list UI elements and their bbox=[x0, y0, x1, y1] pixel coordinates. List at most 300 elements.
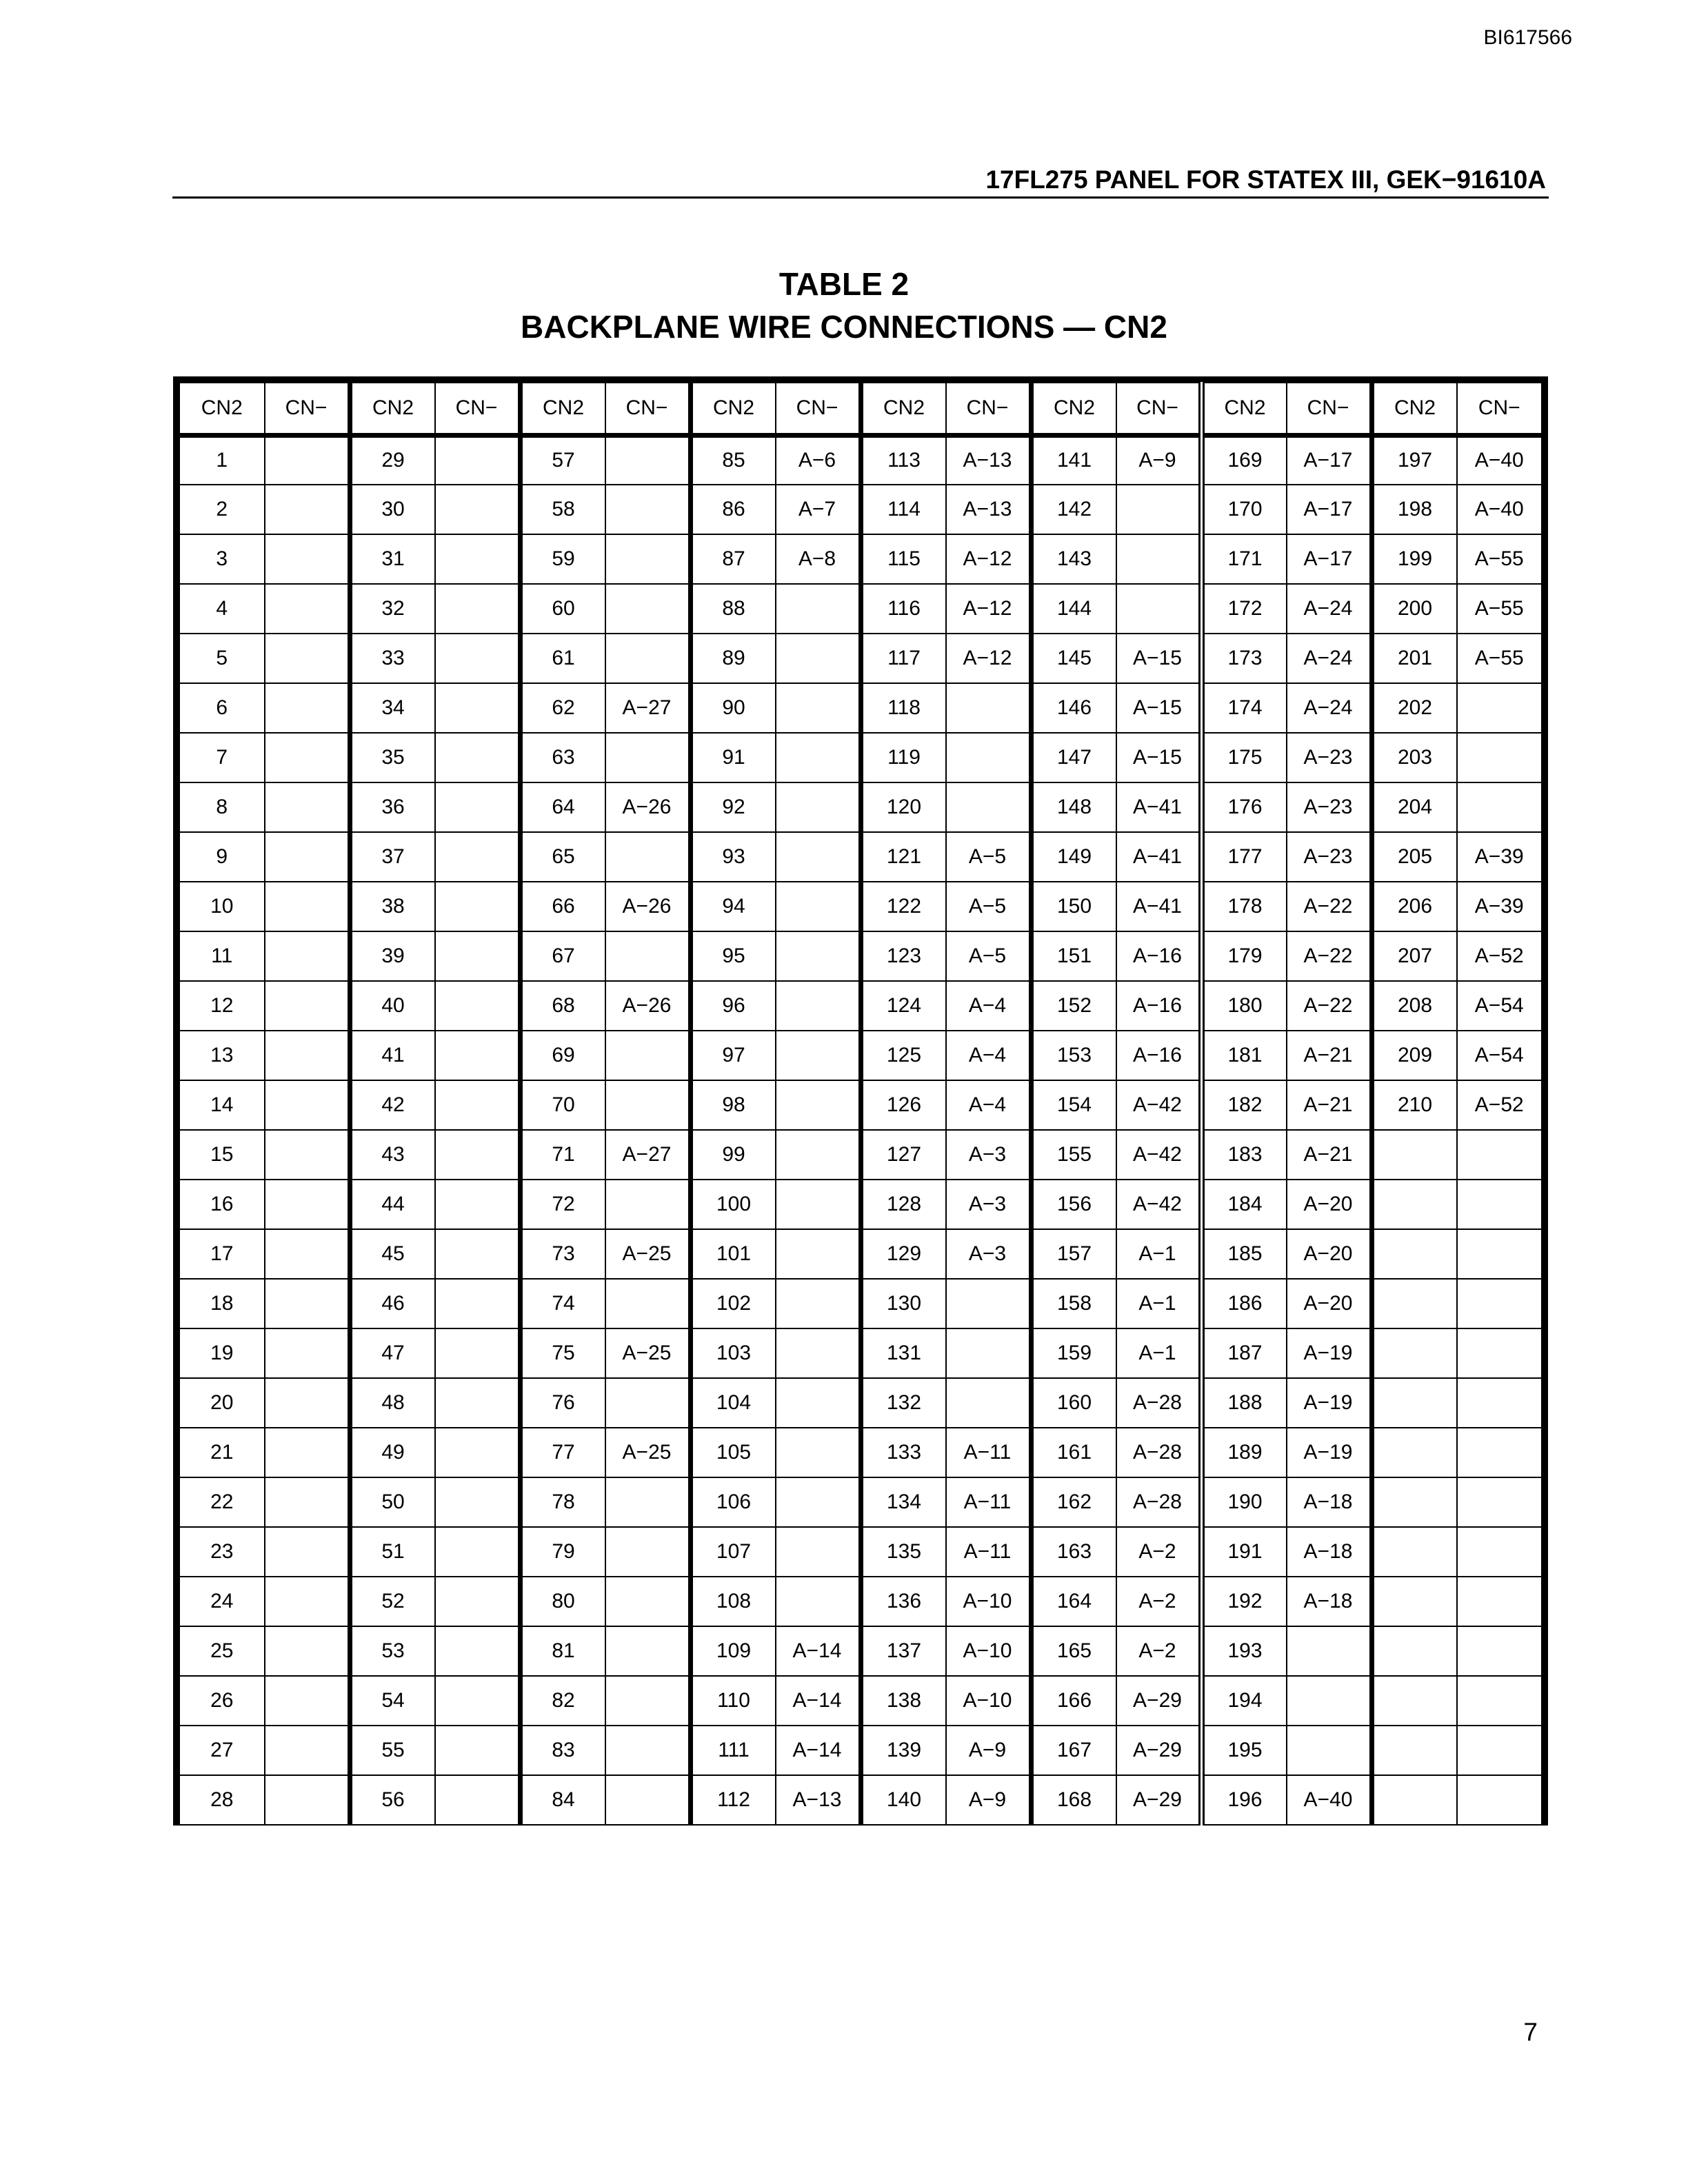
connector-cell bbox=[776, 782, 861, 832]
cn2-pin-cell: 33 bbox=[350, 634, 435, 683]
connector-cell: A−28 bbox=[1116, 1428, 1202, 1477]
cn2-pin-cell: 51 bbox=[350, 1527, 435, 1577]
cn2-pin-cell: 48 bbox=[350, 1378, 435, 1428]
table-row bbox=[179, 1676, 1542, 1726]
connector-cell bbox=[435, 683, 521, 733]
cn2-pin-cell: 160 bbox=[1031, 1378, 1116, 1428]
cn2-pin-cell: 67 bbox=[520, 931, 605, 981]
connector-cell bbox=[1457, 1130, 1543, 1180]
connector-cell: A−3 bbox=[946, 1130, 1032, 1180]
cn2-pin-cell: 133 bbox=[861, 1428, 946, 1477]
table-row bbox=[179, 1229, 1542, 1279]
cn2-pin-cell: 95 bbox=[690, 931, 776, 981]
connector-cell bbox=[776, 1577, 861, 1626]
cn2-pin-cell: 168 bbox=[1031, 1775, 1116, 1825]
connector-cell: A−28 bbox=[1116, 1378, 1202, 1428]
connector-cell: A−4 bbox=[946, 981, 1032, 1031]
cn2-pin-cell: 167 bbox=[1031, 1726, 1116, 1775]
connector-cell bbox=[265, 1527, 350, 1577]
cn2-pin-cell: 106 bbox=[690, 1477, 776, 1527]
cn2-pin-cell: 180 bbox=[1201, 981, 1287, 1031]
connector-cell bbox=[265, 534, 350, 584]
connector-cell: A−42 bbox=[1116, 1080, 1202, 1130]
connector-cell bbox=[605, 1378, 691, 1428]
connector-cell bbox=[265, 1378, 350, 1428]
cn2-pin-cell: 138 bbox=[861, 1676, 946, 1726]
table-row bbox=[179, 1328, 1542, 1378]
cn2-pin-cell: 210 bbox=[1372, 1080, 1457, 1130]
cn2-pin-cell bbox=[1372, 1775, 1457, 1825]
cn2-pin-cell: 69 bbox=[520, 1031, 605, 1080]
cn2-pin-cell: 186 bbox=[1201, 1279, 1287, 1328]
connector-cell: A−29 bbox=[1116, 1676, 1202, 1726]
connector-cell: A−23 bbox=[1287, 832, 1372, 882]
cn2-pin-cell: 136 bbox=[861, 1577, 946, 1626]
connector-cell bbox=[1457, 1726, 1543, 1775]
cn2-pin-cell: 134 bbox=[861, 1477, 946, 1527]
table-body bbox=[179, 435, 1542, 1825]
connector-cell bbox=[776, 1428, 861, 1477]
cn2-pin-cell: 112 bbox=[690, 1775, 776, 1825]
cn2-pin-cell: 21 bbox=[179, 1428, 265, 1477]
cn2-pin-cell: 73 bbox=[520, 1229, 605, 1279]
cn2-pin-cell: 34 bbox=[350, 683, 435, 733]
connector-cell bbox=[265, 1577, 350, 1626]
connector-cell bbox=[1457, 1229, 1543, 1279]
connector-cell: A−54 bbox=[1457, 981, 1543, 1031]
connector-cell: A−15 bbox=[1116, 733, 1202, 782]
table-row bbox=[179, 1180, 1542, 1229]
connector-cell bbox=[435, 1577, 521, 1626]
cn2-pin-cell: 94 bbox=[690, 882, 776, 931]
connector-cell: A−9 bbox=[1116, 435, 1202, 485]
cn2-pin-cell: 169 bbox=[1201, 435, 1287, 485]
connector-cell bbox=[605, 1477, 691, 1527]
connector-cell bbox=[776, 1180, 861, 1229]
connector-cell: A−15 bbox=[1116, 634, 1202, 683]
column-header: CN2 bbox=[690, 383, 776, 435]
connector-cell: A−15 bbox=[1116, 683, 1202, 733]
connector-cell bbox=[1457, 1378, 1543, 1428]
cn2-pin-cell: 39 bbox=[350, 931, 435, 981]
connector-cell: A−13 bbox=[776, 1775, 861, 1825]
cn2-pin-cell: 79 bbox=[520, 1527, 605, 1577]
connector-cell: A−17 bbox=[1287, 534, 1372, 584]
table-row bbox=[179, 1279, 1542, 1328]
connector-cell: A−2 bbox=[1116, 1626, 1202, 1676]
column-header: CN2 bbox=[179, 383, 265, 435]
column-header: CN2 bbox=[1372, 383, 1457, 435]
cn2-pin-cell: 153 bbox=[1031, 1031, 1116, 1080]
cn2-pin-cell: 61 bbox=[520, 634, 605, 683]
cn2-pin-cell: 58 bbox=[520, 485, 605, 534]
cn2-pin-cell: 19 bbox=[179, 1328, 265, 1378]
cn2-pin-cell: 155 bbox=[1031, 1130, 1116, 1180]
cn2-pin-cell: 121 bbox=[861, 832, 946, 882]
connector-cell bbox=[605, 1031, 691, 1080]
connector-cell bbox=[605, 1279, 691, 1328]
cn2-pin-cell: 54 bbox=[350, 1676, 435, 1726]
cn2-pin-cell: 137 bbox=[861, 1626, 946, 1676]
cn2-pin-cell: 22 bbox=[179, 1477, 265, 1527]
cn2-pin-cell: 203 bbox=[1372, 733, 1457, 782]
cn2-pin-cell: 91 bbox=[690, 733, 776, 782]
table-row bbox=[179, 534, 1542, 584]
connector-cell bbox=[946, 733, 1032, 782]
connector-cell: A−16 bbox=[1116, 1031, 1202, 1080]
connector-cell bbox=[435, 1229, 521, 1279]
cn2-pin-cell: 119 bbox=[861, 733, 946, 782]
connector-cell: A−55 bbox=[1457, 584, 1543, 634]
cn2-pin-cell: 152 bbox=[1031, 981, 1116, 1031]
table-row bbox=[179, 1080, 1542, 1130]
cn2-pin-cell: 208 bbox=[1372, 981, 1457, 1031]
connector-cell: A−18 bbox=[1287, 1577, 1372, 1626]
cn2-pin-cell: 89 bbox=[690, 634, 776, 683]
cn2-pin-cell: 60 bbox=[520, 584, 605, 634]
table-row bbox=[179, 1378, 1542, 1428]
cn2-pin-cell: 147 bbox=[1031, 733, 1116, 782]
cn2-pin-cell: 56 bbox=[350, 1775, 435, 1825]
cn2-pin-cell: 114 bbox=[861, 485, 946, 534]
cn2-pin-cell: 182 bbox=[1201, 1080, 1287, 1130]
table-row bbox=[179, 1726, 1542, 1775]
column-header: CN2 bbox=[520, 383, 605, 435]
connector-cell bbox=[605, 435, 691, 485]
cn2-pin-cell: 82 bbox=[520, 1676, 605, 1726]
cn2-pin-cell: 15 bbox=[179, 1130, 265, 1180]
cn2-pin-cell: 99 bbox=[690, 1130, 776, 1180]
cn2-pin-cell: 166 bbox=[1031, 1676, 1116, 1726]
cn2-pin-cell: 59 bbox=[520, 534, 605, 584]
connector-cell bbox=[776, 981, 861, 1031]
cn2-pin-cell: 179 bbox=[1201, 931, 1287, 981]
table-row bbox=[179, 882, 1542, 931]
cn2-pin-cell: 163 bbox=[1031, 1527, 1116, 1577]
column-header: CN− bbox=[1116, 383, 1202, 435]
cn2-pin-cell: 5 bbox=[179, 634, 265, 683]
connector-cell bbox=[265, 1031, 350, 1080]
table-row bbox=[179, 1130, 1542, 1180]
column-header: CN2 bbox=[1031, 383, 1116, 435]
connector-cell: A−7 bbox=[776, 485, 861, 534]
cn2-pin-cell: 77 bbox=[520, 1428, 605, 1477]
cn2-pin-cell: 132 bbox=[861, 1378, 946, 1428]
column-header: CN2 bbox=[350, 383, 435, 435]
cn2-pin-cell: 26 bbox=[179, 1676, 265, 1726]
cn2-pin-cell: 20 bbox=[179, 1378, 265, 1428]
connector-cell bbox=[776, 1527, 861, 1577]
cn2-pin-cell: 143 bbox=[1031, 534, 1116, 584]
connector-cell bbox=[435, 435, 521, 485]
connector-cell bbox=[605, 1775, 691, 1825]
cn2-pin-cell: 140 bbox=[861, 1775, 946, 1825]
cn2-pin-cell: 126 bbox=[861, 1080, 946, 1130]
column-header: CN− bbox=[265, 383, 350, 435]
cn2-pin-cell: 111 bbox=[690, 1726, 776, 1775]
connector-cell: A−22 bbox=[1287, 882, 1372, 931]
cn2-pin-cell: 105 bbox=[690, 1428, 776, 1477]
cn2-pin-cell bbox=[1372, 1279, 1457, 1328]
connector-cell bbox=[265, 683, 350, 733]
connector-cell: A−14 bbox=[776, 1726, 861, 1775]
cn2-pin-cell: 3 bbox=[179, 534, 265, 584]
cn2-pin-cell bbox=[1372, 1577, 1457, 1626]
connector-cell: A−20 bbox=[1287, 1180, 1372, 1229]
cn2-pin-cell: 115 bbox=[861, 534, 946, 584]
connector-cell: A−27 bbox=[605, 1130, 691, 1180]
cn2-pin-cell: 107 bbox=[690, 1527, 776, 1577]
connector-cell: A−54 bbox=[1457, 1031, 1543, 1080]
column-header: CN− bbox=[1287, 383, 1372, 435]
cn2-pin-cell: 45 bbox=[350, 1229, 435, 1279]
connector-cell bbox=[265, 1180, 350, 1229]
cn2-pin-cell: 209 bbox=[1372, 1031, 1457, 1080]
connector-cell bbox=[605, 733, 691, 782]
cn2-pin-cell: 149 bbox=[1031, 832, 1116, 882]
connector-cell bbox=[1457, 1477, 1543, 1527]
cn2-pin-cell: 162 bbox=[1031, 1477, 1116, 1527]
connector-cell bbox=[435, 1328, 521, 1378]
connector-cell bbox=[1457, 782, 1543, 832]
connector-cell: A−4 bbox=[946, 1031, 1032, 1080]
connector-cell bbox=[435, 1477, 521, 1527]
cn2-pin-cell: 192 bbox=[1201, 1577, 1287, 1626]
connector-cell: A−24 bbox=[1287, 634, 1372, 683]
connector-cell: A−39 bbox=[1457, 882, 1543, 931]
connector-cell: A−13 bbox=[946, 485, 1032, 534]
cn2-pin-cell: 156 bbox=[1031, 1180, 1116, 1229]
cn2-pin-cell: 1 bbox=[179, 435, 265, 485]
cn2-pin-cell: 46 bbox=[350, 1279, 435, 1328]
connector-cell bbox=[946, 782, 1032, 832]
cn2-pin-cell: 142 bbox=[1031, 485, 1116, 534]
connector-cell: A−2 bbox=[1116, 1527, 1202, 1577]
cn2-pin-cell: 50 bbox=[350, 1477, 435, 1527]
cn2-pin-cell: 193 bbox=[1201, 1626, 1287, 1676]
cn2-pin-cell: 122 bbox=[861, 882, 946, 931]
column-header: CN− bbox=[435, 383, 521, 435]
connector-cell: A−25 bbox=[605, 1428, 691, 1477]
connector-cell bbox=[1457, 1328, 1543, 1378]
connector-cell bbox=[1457, 1676, 1543, 1726]
cn2-pin-cell: 100 bbox=[690, 1180, 776, 1229]
cn2-pin-cell: 200 bbox=[1372, 584, 1457, 634]
cn2-pin-cell: 177 bbox=[1201, 832, 1287, 882]
connector-cell: A−1 bbox=[1116, 1229, 1202, 1279]
connector-cell: A−10 bbox=[946, 1577, 1032, 1626]
connector-cell bbox=[1457, 1428, 1543, 1477]
column-header: CN− bbox=[1457, 383, 1543, 435]
connector-cell: A−19 bbox=[1287, 1428, 1372, 1477]
cn2-pin-cell: 113 bbox=[861, 435, 946, 485]
wire-connections-table-frame bbox=[173, 376, 1548, 1826]
column-header: CN− bbox=[605, 383, 691, 435]
connector-cell bbox=[776, 1080, 861, 1130]
cn2-pin-cell: 83 bbox=[520, 1726, 605, 1775]
connector-cell: A−19 bbox=[1287, 1378, 1372, 1428]
connector-cell bbox=[435, 1031, 521, 1080]
cn2-pin-cell: 6 bbox=[179, 683, 265, 733]
cn2-pin-cell: 117 bbox=[861, 634, 946, 683]
connector-cell bbox=[265, 782, 350, 832]
cn2-pin-cell: 104 bbox=[690, 1378, 776, 1428]
connector-cell: A−3 bbox=[946, 1229, 1032, 1279]
connector-cell bbox=[265, 1477, 350, 1527]
connector-cell: A−28 bbox=[1116, 1477, 1202, 1527]
connector-cell bbox=[605, 1726, 691, 1775]
table-row bbox=[179, 1626, 1542, 1676]
cn2-pin-cell: 172 bbox=[1201, 584, 1287, 634]
cn2-pin-cell bbox=[1372, 1180, 1457, 1229]
cn2-pin-cell: 188 bbox=[1201, 1378, 1287, 1428]
table-subtitle: BACKPLANE WIRE CONNECTIONS — CN2 bbox=[521, 309, 1167, 345]
table-row bbox=[179, 1428, 1542, 1477]
cn2-pin-cell: 36 bbox=[350, 782, 435, 832]
connector-cell bbox=[605, 534, 691, 584]
cn2-pin-cell: 123 bbox=[861, 931, 946, 981]
connector-cell: A−16 bbox=[1116, 931, 1202, 981]
cn2-pin-cell: 2 bbox=[179, 485, 265, 534]
connector-cell bbox=[435, 1279, 521, 1328]
table-row bbox=[179, 931, 1542, 981]
cn2-pin-cell: 118 bbox=[861, 683, 946, 733]
cn2-pin-cell: 176 bbox=[1201, 782, 1287, 832]
cn2-pin-cell: 144 bbox=[1031, 584, 1116, 634]
cn2-pin-cell: 87 bbox=[690, 534, 776, 584]
cn2-pin-cell: 10 bbox=[179, 882, 265, 931]
cn2-pin-cell: 17 bbox=[179, 1229, 265, 1279]
connector-cell: A−20 bbox=[1287, 1279, 1372, 1328]
cn2-pin-cell: 157 bbox=[1031, 1229, 1116, 1279]
connector-cell: A−6 bbox=[776, 435, 861, 485]
connector-cell bbox=[1457, 1626, 1543, 1676]
cn2-pin-cell: 42 bbox=[350, 1080, 435, 1130]
connector-cell bbox=[265, 584, 350, 634]
document-id: BI617566 bbox=[1483, 26, 1572, 49]
connector-cell bbox=[776, 1031, 861, 1080]
connector-cell bbox=[605, 931, 691, 981]
cn2-pin-cell: 4 bbox=[179, 584, 265, 634]
connector-cell bbox=[265, 634, 350, 683]
cn2-pin-cell: 189 bbox=[1201, 1428, 1287, 1477]
table-row bbox=[179, 1527, 1542, 1577]
cn2-pin-cell: 164 bbox=[1031, 1577, 1116, 1626]
cn2-pin-cell: 151 bbox=[1031, 931, 1116, 981]
connector-cell: A−12 bbox=[946, 634, 1032, 683]
connector-cell bbox=[435, 882, 521, 931]
connector-cell: A−10 bbox=[946, 1626, 1032, 1676]
table-title: TABLE 2 bbox=[778, 266, 910, 302]
table-row bbox=[179, 435, 1542, 485]
cn2-pin-cell: 116 bbox=[861, 584, 946, 634]
cn2-pin-cell: 93 bbox=[690, 832, 776, 882]
table-row bbox=[179, 485, 1542, 534]
cn2-pin-cell: 90 bbox=[690, 683, 776, 733]
cn2-pin-cell: 148 bbox=[1031, 782, 1116, 832]
cn2-pin-cell: 141 bbox=[1031, 435, 1116, 485]
cn2-pin-cell: 139 bbox=[861, 1726, 946, 1775]
cn2-pin-cell: 85 bbox=[690, 435, 776, 485]
connector-cell: A−40 bbox=[1457, 435, 1543, 485]
connector-cell: A−17 bbox=[1287, 435, 1372, 485]
connector-cell bbox=[776, 1328, 861, 1378]
cn2-pin-cell: 196 bbox=[1201, 1775, 1287, 1825]
connector-cell bbox=[265, 1130, 350, 1180]
connector-cell bbox=[776, 634, 861, 683]
connector-cell: A−55 bbox=[1457, 534, 1543, 584]
connector-cell bbox=[776, 1279, 861, 1328]
connector-cell bbox=[435, 1378, 521, 1428]
cn2-pin-cell bbox=[1372, 1527, 1457, 1577]
connector-cell: A−9 bbox=[946, 1726, 1032, 1775]
cn2-pin-cell: 108 bbox=[690, 1577, 776, 1626]
connector-cell: A−42 bbox=[1116, 1130, 1202, 1180]
cn2-pin-cell: 165 bbox=[1031, 1626, 1116, 1676]
cn2-pin-cell: 25 bbox=[179, 1626, 265, 1676]
cn2-pin-cell: 16 bbox=[179, 1180, 265, 1229]
connector-cell bbox=[1457, 1279, 1543, 1328]
cn2-pin-cell bbox=[1372, 1328, 1457, 1378]
connector-cell: A−9 bbox=[946, 1775, 1032, 1825]
page-number: 7 bbox=[1523, 2018, 1538, 2046]
cn2-pin-cell: 131 bbox=[861, 1328, 946, 1378]
connector-cell: A−12 bbox=[946, 584, 1032, 634]
connector-cell bbox=[1116, 485, 1202, 534]
cn2-pin-cell: 135 bbox=[861, 1527, 946, 1577]
connector-cell bbox=[776, 882, 861, 931]
cn2-pin-cell: 185 bbox=[1201, 1229, 1287, 1279]
connector-cell bbox=[265, 1080, 350, 1130]
connector-cell bbox=[1116, 584, 1202, 634]
connector-cell bbox=[265, 485, 350, 534]
connector-cell bbox=[435, 1180, 521, 1229]
cn2-pin-cell: 11 bbox=[179, 931, 265, 981]
connector-cell bbox=[605, 485, 691, 534]
connector-cell: A−24 bbox=[1287, 683, 1372, 733]
cn2-pin-cell bbox=[1372, 1229, 1457, 1279]
connector-cell bbox=[435, 1080, 521, 1130]
connector-cell: A−13 bbox=[946, 435, 1032, 485]
cn2-pin-cell: 110 bbox=[690, 1676, 776, 1726]
cn2-pin-cell: 125 bbox=[861, 1031, 946, 1080]
cn2-pin-cell: 175 bbox=[1201, 733, 1287, 782]
cn2-pin-cell bbox=[1372, 1130, 1457, 1180]
connector-cell: A−11 bbox=[946, 1527, 1032, 1577]
cn2-pin-cell: 102 bbox=[690, 1279, 776, 1328]
table-row bbox=[179, 733, 1542, 782]
connector-cell bbox=[435, 1527, 521, 1577]
connector-cell: A−8 bbox=[776, 534, 861, 584]
cn2-pin-cell: 35 bbox=[350, 733, 435, 782]
connector-cell: A−52 bbox=[1457, 1080, 1543, 1130]
connector-cell bbox=[265, 1328, 350, 1378]
cn2-pin-cell: 187 bbox=[1201, 1328, 1287, 1378]
cn2-pin-cell: 66 bbox=[520, 882, 605, 931]
connector-cell: A−26 bbox=[605, 981, 691, 1031]
header-row bbox=[179, 383, 1542, 435]
connector-cell: A−18 bbox=[1287, 1477, 1372, 1527]
connector-cell bbox=[776, 931, 861, 981]
cn2-pin-cell: 62 bbox=[520, 683, 605, 733]
connector-cell bbox=[265, 931, 350, 981]
cn2-pin-cell: 74 bbox=[520, 1279, 605, 1328]
cn2-pin-cell: 37 bbox=[350, 832, 435, 882]
cn2-pin-cell bbox=[1372, 1477, 1457, 1527]
connector-cell: A−17 bbox=[1287, 485, 1372, 534]
connector-cell bbox=[776, 584, 861, 634]
cn2-pin-cell: 63 bbox=[520, 733, 605, 782]
